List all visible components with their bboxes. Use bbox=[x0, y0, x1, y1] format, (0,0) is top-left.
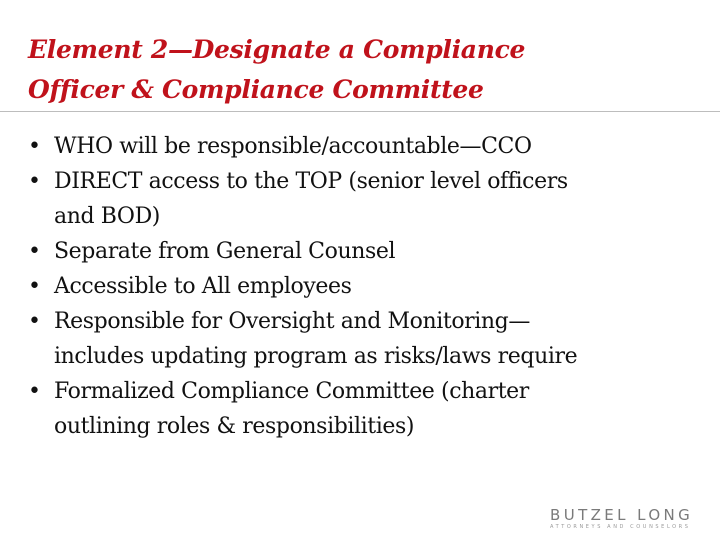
bullet-text: includes updating program as risks/laws require bbox=[54, 344, 578, 369]
firm-logo bbox=[550, 506, 712, 531]
bullet-item bbox=[28, 304, 708, 374]
bullet-item bbox=[28, 164, 708, 234]
bullet-marker: • bbox=[28, 379, 41, 404]
bullet-text: DIRECT access to the TOP (senior level officers bbox=[54, 169, 568, 194]
slide-title bbox=[28, 30, 698, 110]
firm-logo-name: BUTZEL LONG bbox=[550, 506, 694, 524]
bullet-text: outlining roles & responsibilities) bbox=[54, 414, 415, 439]
bullet-marker: • bbox=[28, 309, 41, 334]
bullet-text: Responsible for Oversight and Monitoring— bbox=[54, 309, 530, 334]
bullet-text: WHO will be responsible/accountable—CCO bbox=[54, 134, 532, 159]
bullet-text: Separate from General Counsel bbox=[54, 239, 396, 264]
bullet-item bbox=[28, 374, 708, 444]
bullet-text: and BOD) bbox=[54, 204, 160, 229]
bullet-marker: • bbox=[28, 274, 41, 299]
title-divider bbox=[0, 111, 720, 112]
slide-title-line: Officer & Compliance Committee bbox=[28, 75, 484, 104]
bullet-text: Formalized Compliance Committee (charter bbox=[54, 379, 529, 404]
bullet-item bbox=[28, 129, 708, 164]
bullet-item bbox=[28, 234, 708, 269]
bullet-text: Accessible to All employees bbox=[54, 274, 352, 299]
bullet-item bbox=[28, 269, 708, 304]
bullet-marker: • bbox=[28, 239, 41, 264]
bullet-marker: • bbox=[28, 169, 41, 194]
firm-logo-tagline: ATTORNEYS AND COUNSELORS bbox=[550, 524, 691, 530]
slide-title-line: Element 2—Designate a Compliance bbox=[28, 35, 526, 64]
bullet-list bbox=[28, 129, 708, 444]
bullet-marker: • bbox=[28, 134, 41, 159]
